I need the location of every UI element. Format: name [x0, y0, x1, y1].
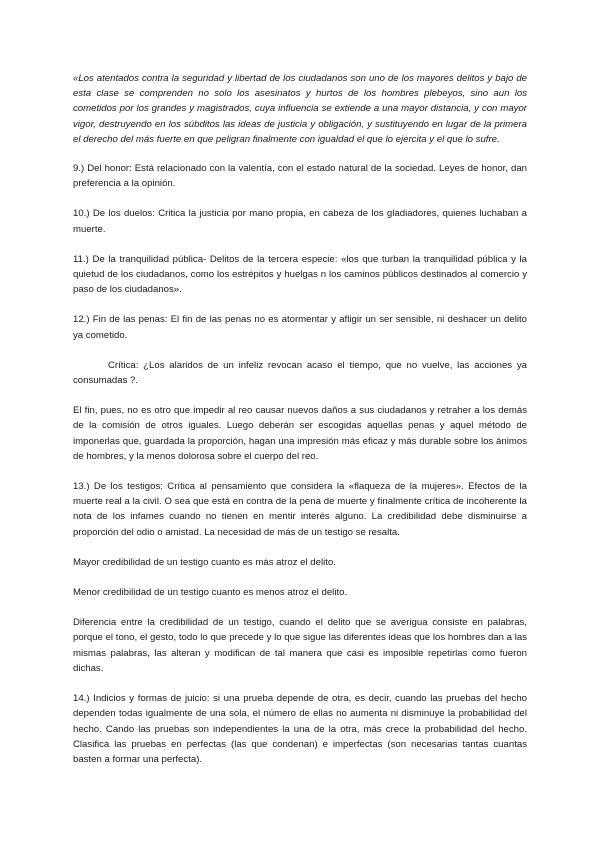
section-12-purpose-of-penalties: 12.) Fin de las penas: El fin de las penas no es atormentar y afligir un ser sensible, ni deshacer un delito ya cometido. — [73, 314, 527, 341]
purpose-paragraph: El fin, pues, no es otro que impedir al reo causar nuevos daños a sus ciudadanos y retraher a los demás de la comisión de otros iguales. Luego deberán ser escogidas aquellas penas y aquel método de imponerlas que, guardada la proporción, hagan una impresión más eficaz y más durable sobre los ánimos de hombres, y la menos dolorosa sobre el cuerpo del reo. — [73, 405, 527, 462]
section-9-honor: 9.) Del honor: Está relacionado con la valentía, con el estado natural de la sociedad. Leyes de honor, dan preferencia a la opinión. — [73, 163, 527, 190]
section-14-evidence: 14.) Indicios y formas de juicio: si una prueba depende de otra, es decir, cuando las pruebas del hecho dependen todas igualmente de una sola, el número de ellas no aumenta ni disminuye la probabilidad del hecho. Cando las pruebas son independientes la una de la otra, más crece la probabilidad del hecho. Clasifica las pruebas en perfectas (las que condenan) e imperfectas (son necesarias tantas cuantas basten a formar una perfecta). — [73, 693, 527, 765]
difference-paragraph: Diferencia entre la credibilidad de un testigo, cuando el delito que se averigua consiste en palabras, porque el tono, el gesto, todo lo que precede y lo que sigue las diferentes ideas que los hombres dan a las mismas palabras, las alteran y modifican de tal manera que casi es imposible repetirlas como fueron dichas. — [73, 617, 527, 674]
lesser-credibility-paragraph: Menor credibilidad de un testigo cuanto es menos atroz el delito. — [73, 587, 348, 599]
section-11-public-tranquility: 11.) De la tranquilidad pública- Delitos de la tercera especie: «los que turban la tranquilidad pública y la quietud de los ciudadanos, como los estrépitos y huelgas n los caminos públicos destinados al comercio y paso de los ciudadanos». — [73, 253, 527, 296]
quote-paragraph: «Los atentados contra la seguridad y libertad de los ciudadanos son uno de los mayores delitos y bajo de esta clase se comprenden no solo los asesinatos y hurtos de los hombres plebeyos, sino aun los cometidos por los grandes y magistrados, cuya influencia se extiende a una mayor distancia, y con mayor vigor, destruyendo en los súbditos las ideas de justicia y obligación, y sustituyendo en lugar de la primera el derecho del más fuerte en que peligran finalmente con igualdad el que lo ejercita y el que lo sufre. — [73, 73, 527, 145]
section-10-duels: 10.) De los duelos: Critica la justicia por mano propia, en cabeza de los gladiadores, quienes luchaban a muerte. — [73, 208, 527, 235]
critique-paragraph: Crítica: ¿Los alaridos de un infeliz revocan acaso el tiempo, que no vuelve, las acciones ya consumadas ?. — [73, 359, 527, 387]
greater-credibility-paragraph: Mayor credibilidad de un testigo cuanto es más atroz el delito. — [73, 556, 336, 568]
section-13-witnesses: 13.) De los testigos: Crítica al pensamiento que considera la «flaqueza de la mujeres». Efectos de la muerte real a la civil. O sea que está en contra de la pena de muerte y finalmente crítica de incoherente la nota de los infames cuando no tienen en mentir interés alguno. La credibilidad debe disminuirse a proporción del odio o amistad. La necesidad de más de un testigo se resalta. — [73, 481, 527, 538]
